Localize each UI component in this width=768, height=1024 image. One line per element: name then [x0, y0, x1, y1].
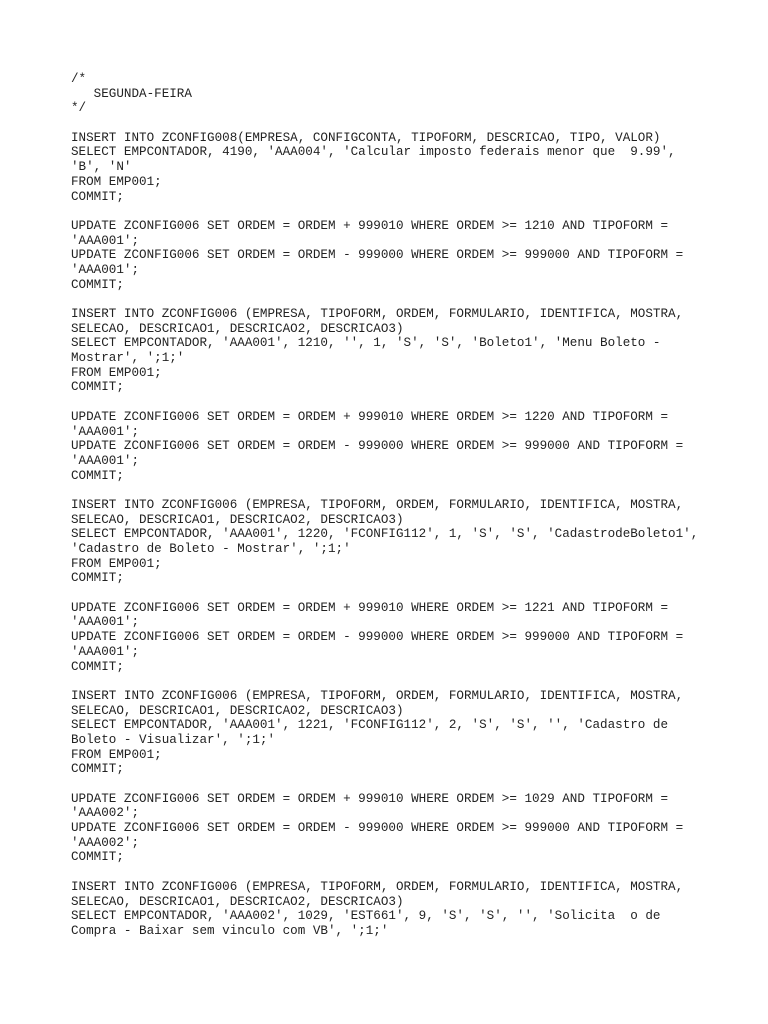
code-line: FROM EMP001; — [71, 747, 162, 762]
code-line: 'AAA001'; — [71, 424, 140, 439]
code-line: SELECT EMPCONTADOR, 'AAA002', 1029, 'EST661', 9, 'S', 'S', '', 'Solicita o de — [71, 909, 661, 924]
code-line — [71, 395, 751, 410]
code-line: Boleto - Visualizar', ';1;' — [71, 732, 276, 747]
code-line — [71, 586, 751, 601]
code-line — [71, 483, 751, 498]
code-line: COMMIT; — [71, 850, 124, 865]
code-line — [71, 204, 751, 219]
code-line: COMMIT; — [71, 380, 124, 395]
code-line: */ — [71, 101, 87, 116]
code-line: COMMIT; — [71, 571, 124, 586]
code-line: 'AAA001'; — [71, 233, 140, 248]
code-line: 'B', 'N' — [71, 160, 132, 175]
code-line — [71, 777, 751, 792]
code-line: COMMIT; — [71, 762, 124, 777]
code-line: /* — [71, 72, 87, 86]
code-line: SELECAO, DESCRICAO1, DESCRICAO2, DESCRICAO3) — [71, 321, 404, 336]
code-line: UPDATE ZCONFIG006 SET ORDEM = ORDEM - 999000 WHERE ORDEM >= 999000 AND TIPOFORM = — [71, 630, 684, 645]
document-page — [71, 72, 751, 939]
code-line: INSERT INTO ZCONFIG006 (EMPRESA, TIPOFORM, ORDEM, FORMULARIO, IDENTIFICA, MOSTRA, — [71, 307, 684, 321]
code-line: INSERT INTO ZCONFIG006 (EMPRESA, TIPOFORM, ORDEM, FORMULARIO, IDENTIFICA, MOSTRA, — [71, 497, 684, 512]
code-line: UPDATE ZCONFIG006 SET ORDEM = ORDEM + 999010 WHERE ORDEM >= 1220 AND TIPOFORM = — [71, 409, 669, 424]
code-line: 'AAA001'; — [71, 262, 140, 277]
code-line: Compra - Baixar sem vinculo com VB', ';1;' — [71, 923, 389, 938]
code-line — [71, 116, 751, 131]
code-line: UPDATE ZCONFIG006 SET ORDEM = ORDEM - 999000 WHERE ORDEM >= 999000 AND TIPOFORM = — [71, 439, 684, 454]
code-line: UPDATE ZCONFIG006 SET ORDEM = ORDEM + 999010 WHERE ORDEM >= 1221 AND TIPOFORM = — [71, 600, 669, 615]
code-line: 'AAA002'; — [71, 806, 140, 821]
code-line — [71, 674, 751, 689]
code-line: FROM EMP001; — [71, 365, 162, 380]
code-line: 'AAA002'; — [71, 835, 140, 850]
code-line: SELECT EMPCONTADOR, 'AAA001', 1221, 'FCONFIG112', 2, 'S', 'S', '', 'Cadastro de — [71, 718, 669, 733]
code-line: FROM EMP001; — [71, 174, 162, 189]
code-line: UPDATE ZCONFIG006 SET ORDEM = ORDEM - 999000 WHERE ORDEM >= 999000 AND TIPOFORM = — [71, 821, 684, 836]
code-line: SELECAO, DESCRICAO1, DESCRICAO2, DESCRICAO3) — [71, 703, 404, 718]
code-line: COMMIT; — [71, 277, 124, 292]
code-line: Mostrar', ';1;' — [71, 351, 185, 366]
code-line: INSERT INTO ZCONFIG008(EMPRESA, CONFIGCONTA, TIPOFORM, DESCRICAO, TIPO, VALOR) — [71, 130, 661, 145]
code-line: SELECT EMPCONTADOR, 4190, 'AAA004', 'Calcular imposto federais menor que 9.99', — [71, 145, 676, 160]
code-line: 'AAA001'; — [71, 453, 140, 468]
code-line: SELECAO, DESCRICAO1, DESCRICAO2, DESCRICAO3) — [71, 894, 404, 909]
code-line: 'AAA001'; — [71, 615, 140, 630]
code-line: INSERT INTO ZCONFIG006 (EMPRESA, TIPOFORM, ORDEM, FORMULARIO, IDENTIFICA, MOSTRA, — [71, 688, 684, 703]
code-line: UPDATE ZCONFIG006 SET ORDEM = ORDEM + 999010 WHERE ORDEM >= 1029 AND TIPOFORM = — [71, 791, 669, 806]
code-line: UPDATE ZCONFIG006 SET ORDEM = ORDEM + 999010 WHERE ORDEM >= 1210 AND TIPOFORM = — [71, 218, 669, 233]
code-line: SELECT EMPCONTADOR, 'AAA001', 1210, '', 1, 'S', 'S', 'Boleto1', 'Menu Boleto - — [71, 336, 661, 351]
code-line: SELECAO, DESCRICAO1, DESCRICAO2, DESCRICAO3) — [71, 512, 404, 527]
code-line: 'AAA001'; — [71, 644, 140, 659]
code-line: FROM EMP001; — [71, 556, 162, 571]
code-line: 'Cadastro de Boleto - Mostrar', ';1;' — [71, 542, 351, 556]
code-line: UPDATE ZCONFIG006 SET ORDEM = ORDEM - 999000 WHERE ORDEM >= 999000 AND TIPOFORM = — [71, 248, 684, 263]
code-line: COMMIT; — [71, 468, 124, 483]
code-line: COMMIT; — [71, 659, 124, 674]
code-line — [71, 865, 751, 880]
code-line — [71, 292, 751, 307]
code-line: SELECT EMPCONTADOR, 'AAA001', 1220, 'FCONFIG112', 1, 'S', 'S', 'CadastrodeBoleto1', — [71, 527, 699, 542]
sql-script-text — [71, 72, 751, 939]
code-line: SEGUNDA-FEIRA — [71, 86, 192, 101]
code-line: INSERT INTO ZCONFIG006 (EMPRESA, TIPOFORM, ORDEM, FORMULARIO, IDENTIFICA, MOSTRA, — [71, 879, 684, 894]
code-line: COMMIT; — [71, 189, 124, 204]
